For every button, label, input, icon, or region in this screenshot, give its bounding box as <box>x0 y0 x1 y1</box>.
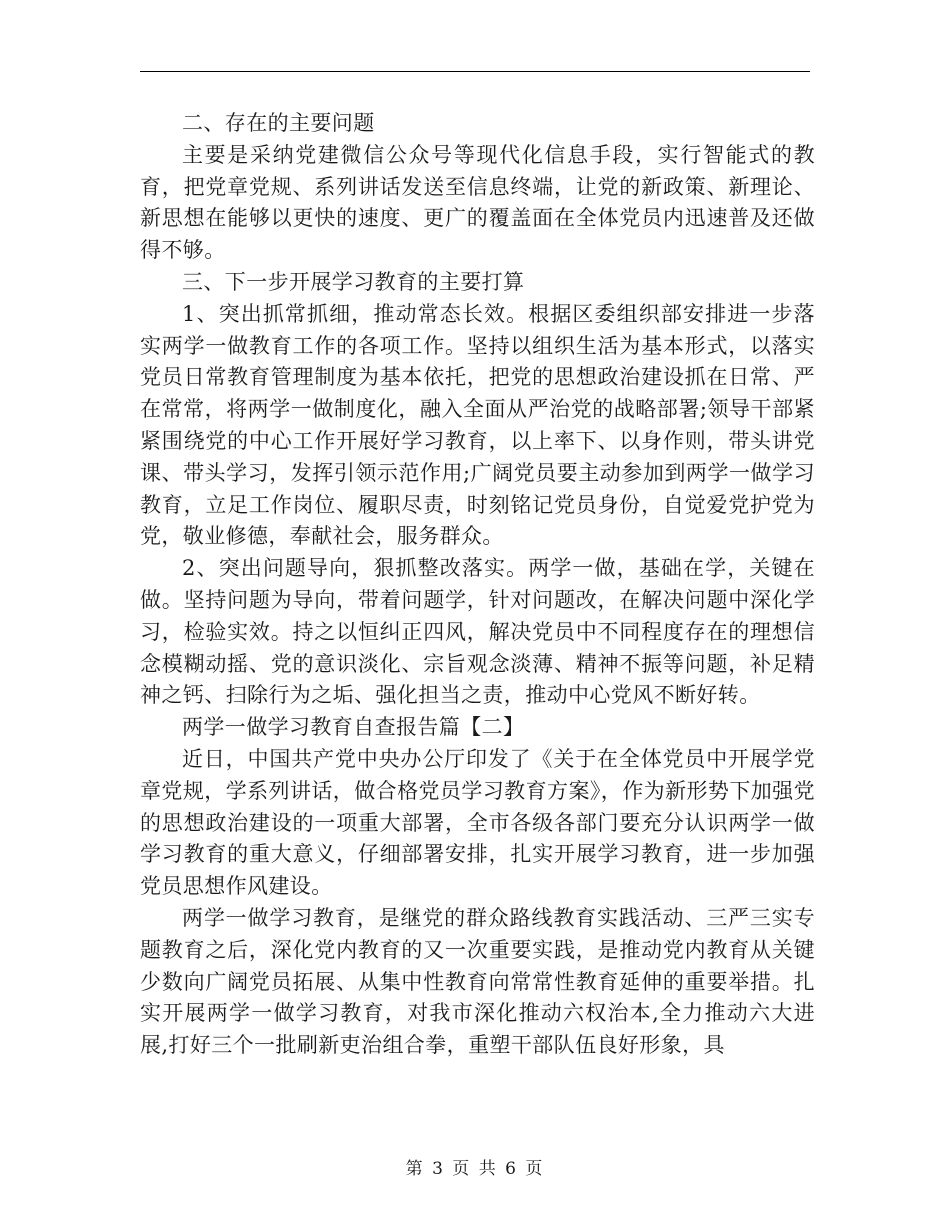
section-heading-problems: 二、存在的主要问题 <box>182 111 375 135</box>
section-heading-plans: 三、下一步开展学习教育的主要打算 <box>182 269 525 294</box>
header-rule <box>140 71 810 72</box>
paragraph-problems: 主要是采纳党建微信公众号等现代化信息手段，实行智能式的教育，把党章党规、系列讲话发送至信息终端，让党的新政策、新理论、新思想在能够以更快的速度、更广的覆盖面在全体党员内迅速普及还做得不够。 <box>140 142 815 263</box>
paragraph-plan-1: 1、突出抓常抓细，推动常态长效。根据区委组织部安排进一步落实两学一做教育工作的各项工作。坚持以组织生活为基本形式，以落实党员日常教育管理制度为基本依托，把党的思想政治建设抓在日常、严在常常，将两学一做制度化，融入全面从严治党的战略部署;领导干部紧紧围绕党的中心工作开展好学习教育，以上率下、以身作则，带头讲党课、带头学习，发挥引领示范作用;广阔党员要主动参加到两学一做学习教育，立足工作岗位、履职尽责，时刻铭记党员身份，自觉爱党护党为党，敬业修德，奉献社会，服务群众。 <box>140 301 815 549</box>
paragraph-significance: 两学一做学习教育，是继党的群众路线教育实践活动、三严三实专题教育之后，深化党内教育的又一次重要实践，是推动党内教育从关键少数向广阔党员拓展、从集中性教育向常常性教育延伸的重要举措。扎实开展两学一做学习教育，对我市深化推动六权治本,全力推动六大进展,打好三个一批刷新吏治组合拳，重塑干部队伍良好形象，具 <box>140 905 815 1058</box>
report-title-part-2: 两学一做学习教育自查报告篇【二】 <box>182 715 525 740</box>
paragraph-intro: 近日，中国共产党中央办公厅印发了《关于在全体党员中开展学党章党规，学系列讲话，做合格党员学习教育方案》，作为新形势下加强党的思想政治建设的一项重大部署，全市各级各部门要充分认识两学一做学习教育的重大意义，仔细部署安排，扎实开展学习教育，进一步加强党员思想作风建设。 <box>140 746 815 899</box>
paragraph-plan-2: 2、突出问题导向，狠抓整改落实。两学一做，基础在学，关键在做。坚持问题为导向，带着问题学，针对问题改，在解决问题中深化学习，检验实效。持之以恒纠正四风，解决党员中不同程度存在的理想信念模糊动摇、党的意识淡化、宗旨观念淡薄、精神不振等问题，补足精神之钙、扫除行为之垢、强化担当之责，推动中心党风不断好转。 <box>140 556 815 708</box>
document-body <box>140 108 815 1062</box>
page-footer: 第 3 页 共 6 页 <box>405 1159 545 1179</box>
